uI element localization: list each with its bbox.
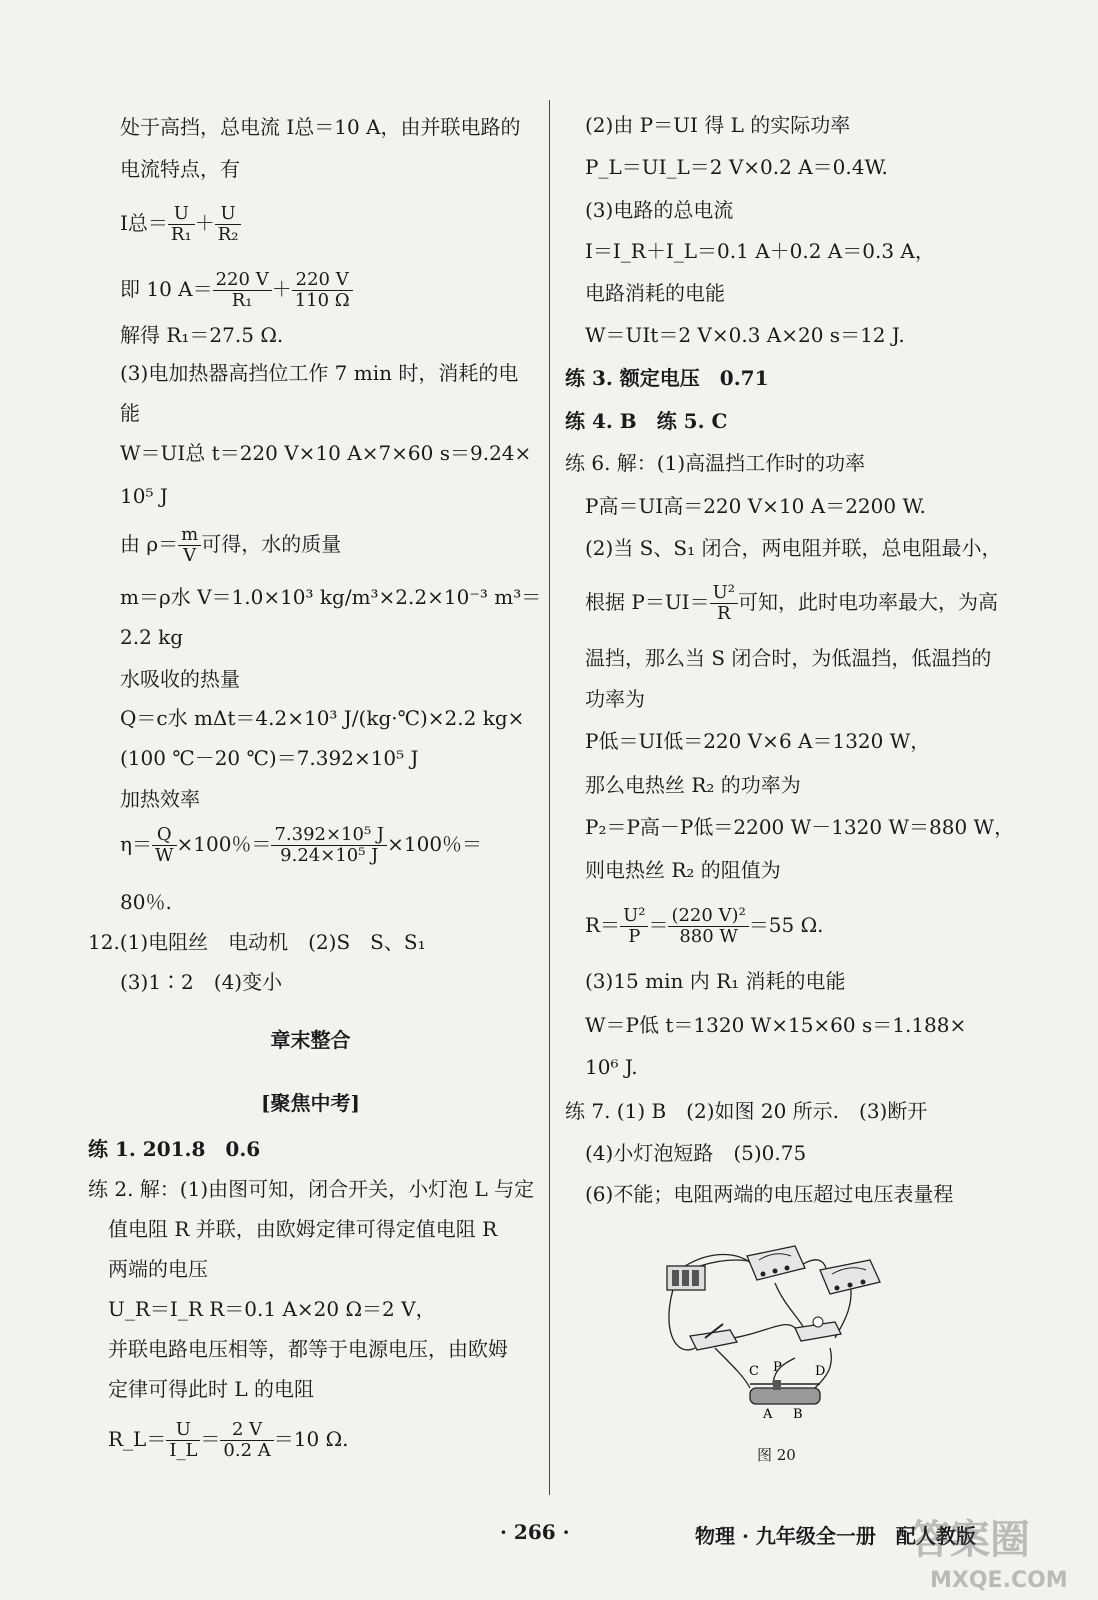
watermark-bottom-text: MXQE.COM bbox=[930, 1568, 1068, 1593]
wire bbox=[669, 1283, 695, 1350]
numerator: 7.392×10⁵ J bbox=[271, 825, 387, 846]
denominator: 110 Ω bbox=[294, 290, 350, 311]
section-title: 章末整合 bbox=[270, 1028, 351, 1052]
text-line: (100 ℃－20 ℃)＝7.392×10⁵ J bbox=[120, 746, 419, 770]
text-line: 定律可得此时 L 的电阻 bbox=[108, 1377, 314, 1401]
battery-icon bbox=[667, 1266, 705, 1290]
formula-part: R＝ bbox=[585, 913, 621, 937]
exercise-2-answer: 练 2. 解：(1)由图可知，闭合开关，小灯泡 L 与定 bbox=[88, 1177, 535, 1201]
text-line: (2)由 P＝UI 得 L 的实际功率 bbox=[585, 113, 851, 137]
text-line: (3)1∶2 (4)变小 bbox=[120, 970, 283, 994]
ammeter-icon bbox=[747, 1246, 805, 1280]
numerator: U bbox=[215, 204, 242, 225]
text-line: 水吸收的热量 bbox=[120, 667, 240, 691]
formula-part: R_L＝ bbox=[108, 1427, 167, 1451]
numerator: 2 V bbox=[220, 1420, 273, 1441]
numerator: U bbox=[166, 1420, 200, 1441]
text-line: (3)电路的总电流 bbox=[585, 198, 734, 222]
terminal-p-label: P bbox=[773, 1360, 782, 1375]
text-line: (6)不能；电阻两端的电压超过电压表量程 bbox=[585, 1182, 954, 1206]
numerator: m bbox=[178, 525, 201, 546]
fraction bbox=[152, 825, 177, 866]
denominator: W bbox=[154, 845, 174, 866]
formula-current-sum bbox=[120, 204, 241, 245]
question-12-answer: 12.(1)电阻丝 电动机 (2)S S、S₁ bbox=[88, 930, 426, 954]
terminal-c-label: C bbox=[749, 1364, 759, 1379]
formula-part: ＝ bbox=[200, 1427, 221, 1451]
exercise-6-answer: 练 6. 解：(1)高温挡工作时的功率 bbox=[565, 451, 866, 475]
text-line: 值电阻 R 并联，由欧姆定律可得定值电阻 R bbox=[108, 1217, 498, 1241]
formula-lamp-resistance bbox=[108, 1420, 349, 1461]
text-line: 温挡，那么当 S 闭合时，为低温挡，低温挡的 bbox=[585, 646, 992, 670]
fraction bbox=[668, 906, 748, 947]
formula-part: 由 ρ＝ bbox=[120, 532, 179, 556]
fraction bbox=[168, 204, 195, 245]
formula-part: ×100％＝ bbox=[176, 832, 272, 856]
text-line: 10⁶ J. bbox=[585, 1055, 638, 1079]
formula-part: η＝ bbox=[120, 832, 152, 856]
terminal-d-label: D bbox=[815, 1364, 826, 1379]
formula-part: ＋ bbox=[271, 277, 292, 301]
exercise-7-answer: 练 7. (1) B (2)如图 20 所示. (3)断开 bbox=[565, 1099, 928, 1123]
formula-part: ＝55 Ω. bbox=[748, 913, 824, 937]
text-line: 电路消耗的电能 bbox=[585, 281, 725, 305]
numerator: 220 V bbox=[292, 270, 353, 291]
numerator: U² bbox=[710, 583, 738, 604]
text-line: 则电热丝 R₂ 的阻值为 bbox=[585, 858, 781, 882]
terminal-b-label: B bbox=[793, 1407, 803, 1422]
fraction bbox=[271, 825, 387, 866]
formula-part: I总＝ bbox=[120, 211, 168, 235]
denominator: P bbox=[628, 926, 641, 947]
text-line: 加热效率 bbox=[120, 787, 200, 811]
text-line: P₂＝P高－P低＝2200 W－1320 W＝880 W， bbox=[585, 815, 1015, 839]
text-line: (4)小灯泡短路 (5)0.75 bbox=[585, 1141, 807, 1165]
text-line: 80％. bbox=[120, 890, 172, 914]
lamp-icon bbox=[795, 1317, 841, 1341]
text-line: 电流特点，有 bbox=[120, 157, 240, 181]
formula-efficiency bbox=[120, 825, 482, 866]
text-line: U_R＝I_R R＝0.1 A×20 Ω＝2 V， bbox=[108, 1297, 436, 1321]
exercise-1-answer: 练 1. 201.8 0.6 bbox=[88, 1137, 261, 1161]
text-line: P_L＝UI_L＝2 V×0.2 A＝0.4W. bbox=[585, 155, 888, 179]
column-divider bbox=[549, 100, 550, 1495]
text-line: I＝I_R＋I_L＝0.1 A＋0.2 A＝0.3 A， bbox=[585, 239, 935, 263]
numerator: (220 V)² bbox=[668, 906, 748, 927]
denominator: R₂ bbox=[217, 224, 239, 245]
formula-part: 可得，水的质量 bbox=[201, 532, 342, 556]
exercise-4-5-answer: 练 4. B 练 5. C bbox=[565, 409, 728, 433]
fraction bbox=[166, 1420, 200, 1461]
numerator: Q bbox=[152, 825, 177, 846]
book-title: 物理 · 九年级全一册 配人教版 bbox=[695, 1524, 976, 1548]
denominator: I_L bbox=[169, 1440, 198, 1461]
switch-icon bbox=[690, 1324, 737, 1350]
text-line: (2)当 S、S₁ 闭合，两电阻并联，总电阻最小， bbox=[585, 536, 1002, 560]
text-line: (3)15 min 内 R₁ 消耗的电能 bbox=[585, 969, 846, 993]
exercise-3-answer: 练 3. 额定电压 0.71 bbox=[565, 366, 769, 390]
text-line: 解得 R₁＝27.5 Ω. bbox=[120, 323, 284, 347]
formula-resistance bbox=[585, 906, 824, 947]
formula-part: 可知，此时电功率最大，为高 bbox=[737, 590, 998, 614]
terminal-a-label: A bbox=[763, 1407, 773, 1422]
wire bbox=[715, 1348, 750, 1388]
text-line: 能 bbox=[120, 401, 140, 425]
numerator: U² bbox=[620, 906, 648, 927]
fraction bbox=[292, 270, 353, 311]
denominator: R₁ bbox=[170, 224, 192, 245]
circuit-diagram bbox=[655, 1238, 895, 1428]
formula-part: ＝10 Ω. bbox=[273, 1427, 349, 1451]
formula-part: 根据 P＝UI＝ bbox=[585, 590, 710, 614]
text-line: W＝UIt＝2 V×0.3 A×20 s＝12 J. bbox=[585, 323, 905, 347]
text-line: 处于高挡，总电流 I总＝10 A，由并联电路的 bbox=[120, 115, 521, 139]
text-line: 并联电路电压相等，都等于电源电压，由欧姆 bbox=[108, 1337, 508, 1361]
denominator: 880 W bbox=[679, 926, 738, 947]
text-line: 2.2 kg bbox=[120, 625, 184, 649]
formula-part: ＋ bbox=[194, 211, 215, 235]
wire bbox=[733, 1325, 795, 1338]
text-line: W＝UI总 t＝220 V×10 A×7×60 s＝9.24× bbox=[120, 441, 532, 465]
formula-part: 即 10 A＝ bbox=[120, 277, 213, 301]
text-line: 10⁵ J bbox=[120, 484, 168, 508]
figure-caption: 图 20 bbox=[757, 1446, 796, 1464]
voltmeter-icon bbox=[820, 1260, 880, 1294]
fraction bbox=[220, 1420, 273, 1461]
text-line: (3)电加热器高挡位工作 7 min 时，消耗的电 bbox=[120, 361, 519, 385]
denominator: 9.24×10⁵ J bbox=[280, 845, 379, 866]
denominator: 0.2 A bbox=[223, 1440, 271, 1461]
text-line: 那么电热丝 R₂ 的功率为 bbox=[585, 773, 801, 797]
fraction bbox=[710, 583, 738, 624]
formula-part: ×100％＝ bbox=[387, 832, 483, 856]
fraction bbox=[213, 270, 272, 311]
watermark-top-text: 答案圈 bbox=[910, 1517, 1030, 1563]
formula-part: ＝ bbox=[648, 913, 669, 937]
fraction bbox=[620, 906, 648, 947]
numerator: 220 V bbox=[213, 270, 272, 291]
text-line: m＝ρ水 V＝1.0×10³ kg/m³×2.2×10⁻³ m³＝ bbox=[120, 585, 542, 609]
numerator: U bbox=[168, 204, 195, 225]
denominator: R₁ bbox=[231, 290, 253, 311]
rheostat-icon bbox=[750, 1380, 820, 1404]
formula-density bbox=[120, 525, 341, 566]
watermark-logo bbox=[900, 1505, 1090, 1595]
denominator: V bbox=[183, 545, 197, 566]
subsection-title: [聚焦中考] bbox=[261, 1091, 360, 1115]
text-line: P高＝UI高＝220 V×10 A＝2200 W. bbox=[585, 494, 926, 518]
text-line: 功率为 bbox=[585, 687, 645, 711]
formula-substitution bbox=[120, 270, 353, 311]
text-line: P低＝UI低＝220 V×6 A＝1320 W， bbox=[585, 729, 931, 753]
text-line: 两端的电压 bbox=[108, 1257, 208, 1281]
fraction bbox=[178, 525, 201, 566]
page-number: · 266 · bbox=[500, 1520, 570, 1544]
denominator: R bbox=[716, 603, 731, 624]
fraction bbox=[215, 204, 242, 245]
text-line: W＝P低 t＝1320 W×15×60 s＝1.188× bbox=[585, 1013, 967, 1037]
text-line: Q＝c水 mΔt＝4.2×10³ J/(kg·℃)×2.2 kg× bbox=[120, 706, 525, 730]
formula-power bbox=[585, 583, 998, 624]
